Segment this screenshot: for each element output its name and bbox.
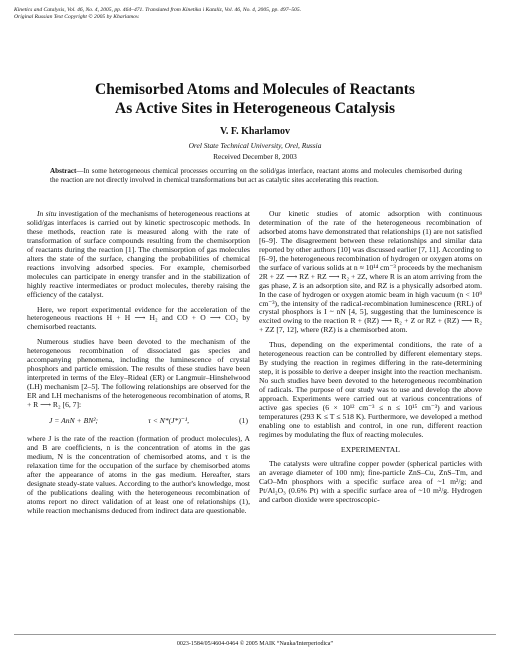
left-paragraph-4: where J is the rate of the reaction (formation of product molecules), A and B are coefficients, n is the concentration of atoms in the gas medium, N is the concentration of chemisorbed atoms, and τ is the relaxation time for the occupation of the surface by chemisorbed atoms after the appearance of atoms in the gas medium. Hereafter, stars designate steady-state values. According to the author's knowledge, most of the publications dealing with the heterogeneous recombination of atoms report no direct validation of at least one of relationships (1), while reaction mechanisms deduced from indirect data are questionable.	[27, 433, 250, 515]
title-line-2: As Active Sites in Heterogeneous Catalysis	[115, 100, 395, 117]
abstract	[50, 167, 462, 185]
equation-1	[27, 417, 250, 426]
in-situ-term: In situ	[37, 209, 57, 218]
left-paragraph-3: Numerous studies have been devoted to the mechanism of the heterogeneous recombination of dissociated gas species and accompanying phenomena, including the luminescence of crystal phosphors and particle emission. The results of these studies have been interpreted in terms of the Eley–Rideal (ER) or Langmuir–Hinshelwood (LH) mechanism [2–5]. The following relationships are observed for the ER and LH mechanisms of the heterogeneous recombination of atoms, R + R ⟶ R₂ [6, 7]:	[27, 337, 250, 410]
author-name: V. F. Kharlamov	[219, 126, 290, 137]
right-paragraph-2: Thus, depending on the experimental conditions, the rate of a heterogeneous reaction can be controlled by different elementary steps. By studying the reaction in regimes differing in the rate-determining step, it is possible to derive a deeper insight into the reaction mechanism. No such studies have been devoted to the heterogeneous recombination of radicals. The purpose of our study was to use and develop the above approach. Experiments were carried out at various concentrations of active gas species (6 × 10¹² cm⁻³ ≤ n ≤ 10¹⁵ cm⁻³) and various temperatures (293 K ≤ T ≤ 518 K). Furthermore, we developed a method enabling one to establish and control, in one run, different reaction regimes by modulating the flux of reacting molecules.	[259, 340, 482, 439]
paper-title	[0, 80, 510, 118]
author-affiliation: Orel State Technical University, Orel, Russia	[188, 141, 322, 150]
header-citation: Kinetics and Catalysis, Vol. 46, No. 4, 2005, pp. 464–471. Translated from Kinetika i Kataliz, Vol. 46, No. 4, 2005, pp. 497–505.	[14, 7, 302, 13]
left-paragraph-1-text: investigation of the mechanisms of heterogeneous reactions at solid/gas interfaces is carried out by kinetic spectroscopic methods. In these methods, reaction rate is measured along with the rate of transformation of surface compounds resulting from the chemisorption of reactants during the reaction [1]. The chemisorption of gas molecules alters the state of the surface, changing the probabilities of chemical reactions involving adsorbed species. For example, chemisorbed molecules can participate in energy transfer and in the stabilization of highly reactive intermediates or product molecules, thereby raising the efficiency of the catalyst.	[27, 209, 250, 299]
abstract-label: Abstract	[50, 167, 77, 175]
equation-1-rate: J = AnN + BN²;	[49, 416, 99, 426]
journal-header	[14, 7, 504, 21]
received-date: Received December 8, 2003	[213, 152, 297, 161]
right-paragraph-3: The catalysts were ultrafine copper powder (spherical particles with an average diameter of 100 nm); fine-particle ZnS–Cu, ZnS–Tm, and CaO–Mn phosphors with a specific surface area of ~1 m²/g; and Pt/Al₂O₃ (0.6% Pt) with a specific surface area of ~10 m²/g. Hydrogen and carbon dioxide were spectroscopic-	[259, 458, 482, 504]
equation-1-tau: τ < N*(J*)⁻¹,	[148, 416, 190, 426]
title-line-1: Chemisorbed Atoms and Molecules of Reactants	[95, 81, 415, 98]
header-copyright: Original Russian Text Copyright © 2005 by Kharlamov.	[14, 14, 140, 20]
section-heading-experimental: EXPERIMENTAL	[340, 444, 401, 454]
footer-copyright: 0023-1584/05/4604-0464 © 2005 MAIK “Nauka/Interperiodica”	[176, 641, 334, 647]
left-paragraph-1	[27, 210, 250, 300]
footer-divider	[14, 634, 496, 635]
equation-1-number: (1)	[239, 416, 248, 426]
right-paragraph-1: Our kinetic studies of atomic adsorption with continuous determination of the rate of the heterogeneous recombination of adsorbed atoms have demonstrated that relationships (1) are not satisfied [6–9]. The disagreement between these relationships and similar data reported by other authors [10] was discussed earlier [7, 11]. According to [6–9], the heterogeneous recombination of hydrogen or oxygen atoms on the surface of various solids at n ≈ 10¹⁴ cm⁻³ proceeds by the mechanism 2R + 2Z ⟶ RZ + RZ ⟶ R₂ + 2Z, where R is an atom arriving from the gas phase, Z is an adsorption site, and RZ is a physically adsorbed atom. In the case of hydrogen or oxygen atomic beam in high vacuum (n < 10⁹ cm⁻³), the intensity of the radical-recombination luminescence (RRL) of crystal phosphors is I ~ nN [4, 5], suggesting that the luminescence is excited owing to the reaction R + (RZ) ⟶ R₂ + Z or RZ + (RZ) ⟶ R₂ + ZZ [7, 12], where (RZ) is a chemisorbed atom.	[259, 209, 482, 335]
abstract-text: —In some heterogeneous chemical processes occurring on the solid/gas interface, reactant atoms and molecules chemisorbed during the reaction are not directly involved in chemical transformations but act as catalytic sites accelerating this reaction.	[50, 167, 462, 184]
right-column	[259, 210, 482, 511]
left-column	[27, 210, 250, 522]
left-paragraph-2: Here, we report experimental evidence for the acceleration of the heterogeneous reactions H + H ⟶ H₂ and CO + O ⟶ CO₂ by chemisorbed reactants.	[27, 304, 250, 332]
